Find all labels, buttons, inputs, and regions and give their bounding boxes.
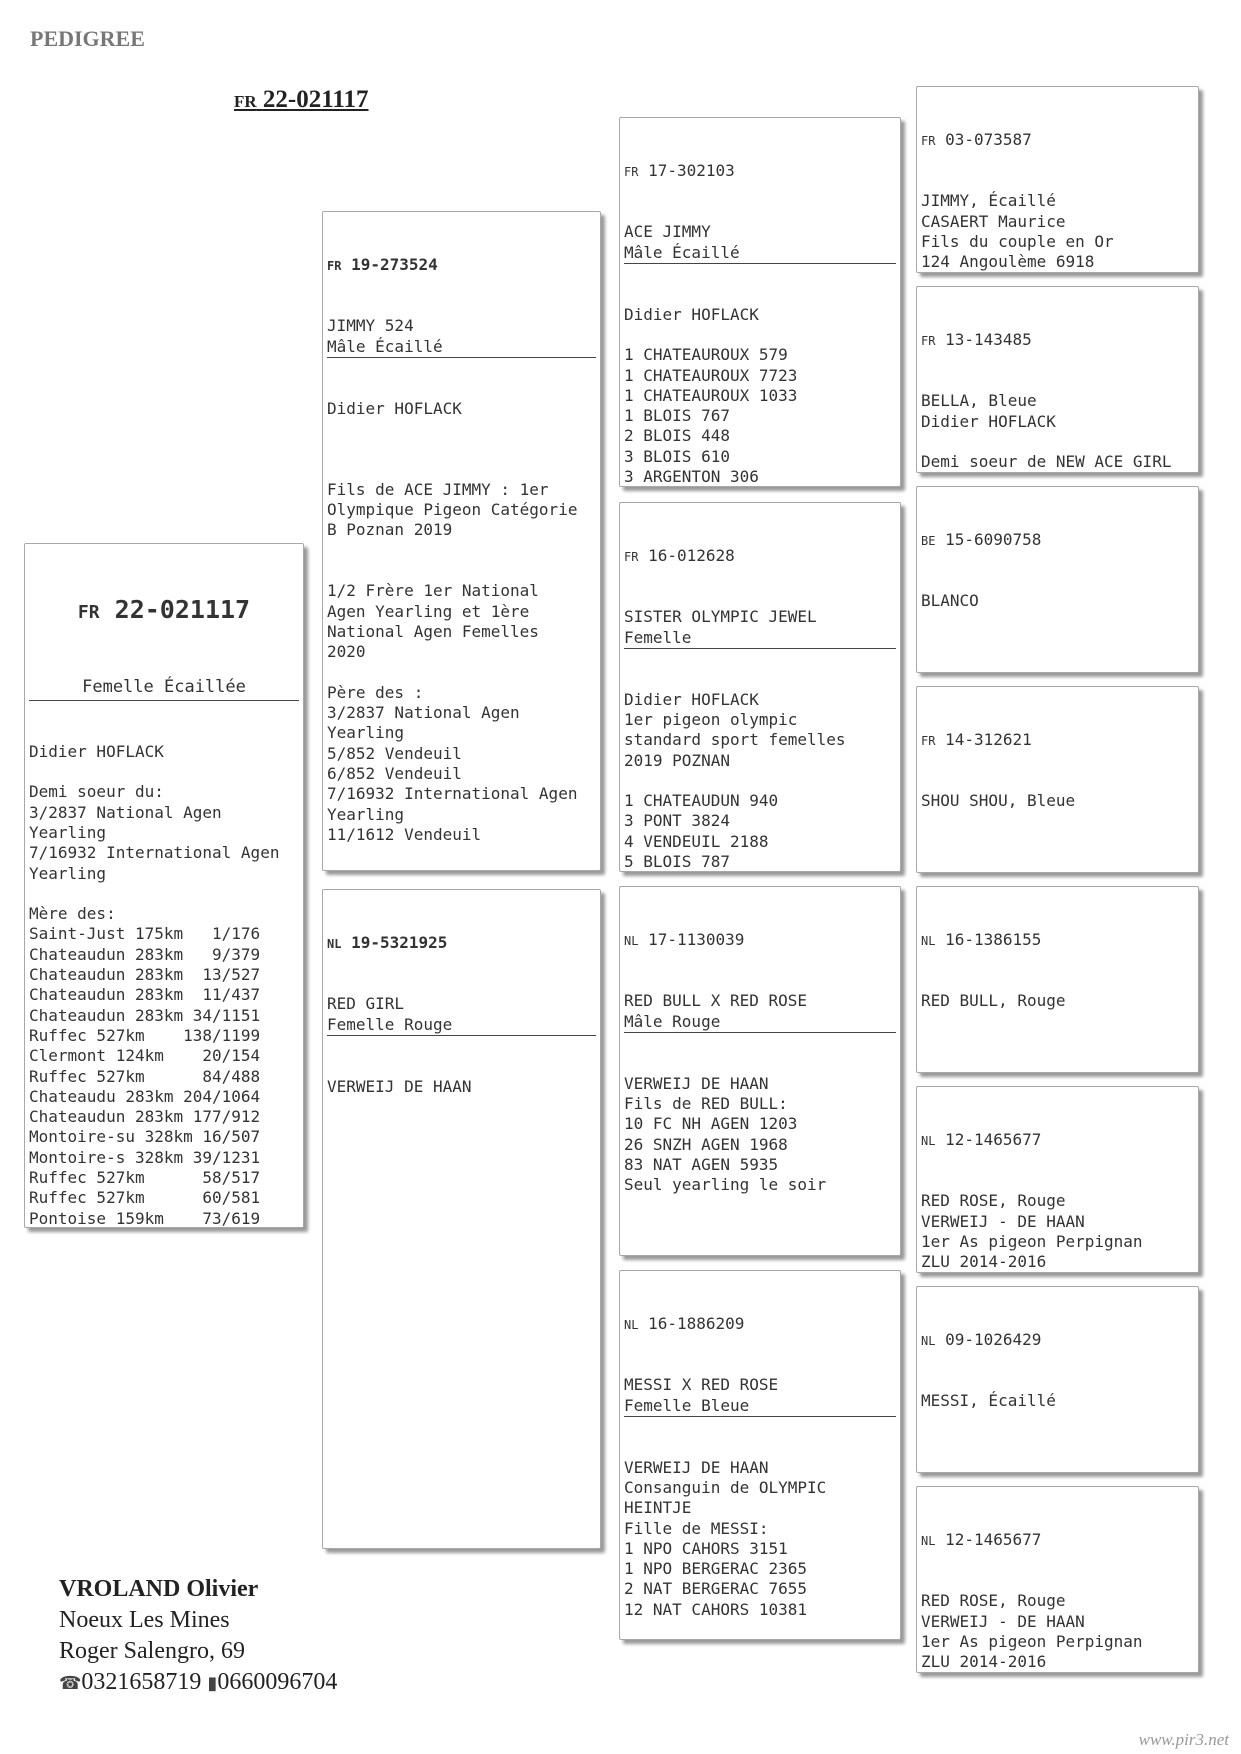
dam-sire-details: VERWEIJ DE HAAN Fils de RED BULL: 10 FC NH AGEN 1203 26 SNZH AGEN 1968 83 NAT AGEN 5935 Seul yearling le soir [624, 1073, 827, 1195]
subject-card [24, 543, 304, 1228]
sire-dam-details: Didier HOFLACK 1er pigeon olympic standard sport femelles 2019 POZNAN 1 CHATEAUDUN 940 3 PONT 3824 4 VENDEUIL 2188 5 BLOIS 787 [624, 689, 846, 872]
dam-sire-name: RED BULL X RED ROSE Mâle Rouge [624, 991, 896, 1033]
ggp-3-ring: BE 15-6090758 [921, 529, 1042, 549]
ggp-7-details: MESSI, Écaillé [921, 1391, 1056, 1411]
ggp-6-details: RED ROSE, Rouge VERWEIJ - DE HAAN 1er As pigeon Perpignan ZLU 2014-2016 [921, 1191, 1143, 1272]
subject-sex: Femelle Écaillée [29, 674, 299, 701]
ggp-2-details: BELLA, Bleue Didier HOFLACK Demi soeur de NEW ACE GIRL [921, 391, 1172, 472]
ggp-2-ring: FR 13-143485 [921, 329, 1032, 349]
ggp-3-details: BLANCO [921, 591, 979, 611]
owner-city: Noeux Les Mines [59, 1607, 230, 1633]
ggp-1-card [916, 86, 1199, 273]
dam-name: RED GIRL Femelle Rouge [327, 994, 596, 1036]
owner-name: VROLAND Olivier [59, 1576, 259, 1602]
dam-dam-ring: NL 16-1886209 [624, 1313, 745, 1333]
sire-sire-details: Didier HOFLACK 1 CHATEAUROUX 579 1 CHATEAUROUX 7723 1 CHATEAUROUX 1033 1 BLOIS 767 2 BLOIS 448 3 BLOIS 610 3 ARGENTON 306 [624, 304, 798, 487]
dam-sire-card [619, 886, 901, 1256]
sire-dam-name: SISTER OLYMPIC JEWEL Femelle [624, 607, 896, 649]
ggp-4-details: SHOU SHOU, Bleue [921, 791, 1076, 811]
ggp-5-ring: NL 16-1386155 [921, 929, 1042, 949]
ggp-6-card [916, 1086, 1199, 1273]
owner-phone: 0321658719 [81, 1669, 202, 1695]
owner-phones [59, 1667, 337, 1699]
sire-name: JIMMY 524 Mâle Écaillé [327, 316, 596, 358]
owner-mobile: 0660096704 [217, 1669, 338, 1695]
dam-dam-details: VERWEIJ DE HAAN Consanguin de OLYMPIC HEINTJE Fille de MESSI: 1 NPO CAHORS 3151 1 NPO BERGERAC 2365 2 NAT BERGERAC 7655 12 NAT CAHORS 10381 [624, 1457, 827, 1619]
ggp-5-card [916, 886, 1199, 1073]
ggp-4-card [916, 686, 1199, 873]
sire-sire-name: ACE JIMMY Mâle Écaillé [624, 222, 896, 264]
ggp-3-card [916, 486, 1199, 673]
owner-street: Roger Salengro, 69 [59, 1638, 245, 1664]
dam-details: VERWEIJ DE HAAN [327, 1076, 472, 1096]
ggp-7-ring: NL 09-1026429 [921, 1329, 1042, 1349]
sire-sire-ring: FR 17-302103 [624, 160, 735, 180]
owner-block [59, 1574, 337, 1699]
ggp-1-ring: FR 03-073587 [921, 129, 1032, 149]
ggp-7-card [916, 1286, 1199, 1473]
subject-details: Didier HOFLACK Demi soeur du: 3/2837 National Agen Yearling 7/16932 International Agen Yearling Mère des: Saint-Just 175km 1/176 Chateaudun 283km 9/379 Chateaudun 283km 13/527 Chateaudun 283km 11/437 Chateaudun 283km 34/1151 Ruffec 527km 138/1199 Clermont 124km 20/154 Ruffec 527km 84/488 Chateaudu 283km 204/1064 Chateaudun 283km 177/912 Montoire-su 328km 16/507 Montoire-s 328km 39/1231 Ruffec 527km 58/517 Ruffec 527km 60/581 Pontoise 159km 73/619 [29, 741, 280, 1228]
sire-dam-card [619, 502, 901, 872]
ggp-5-details: RED BULL, Rouge [921, 991, 1066, 1011]
phone-icon: ☎ [59, 1673, 82, 1693]
ggp-8-details: RED ROSE, Rouge VERWEIJ - DE HAAN 1er As pigeon Perpignan ZLU 2014-2016 [921, 1591, 1143, 1672]
page-title: PEDIGREE [30, 26, 145, 51]
sire-sire-card [619, 117, 901, 487]
sire-card [322, 211, 601, 871]
subject-ring: FR 22-021117 [77, 594, 251, 624]
mobile-icon: ▮ [207, 1673, 218, 1693]
footer-watermark: www.pir3.net [1138, 1730, 1229, 1749]
ggp-6-ring: NL 12-1465677 [921, 1129, 1042, 1149]
sire-ring: FR 19-273524 [327, 254, 438, 274]
ggp-8-ring: NL 12-1465677 [921, 1529, 1042, 1549]
dam-ring: NL 19-5321925 [327, 932, 448, 952]
top-ring-number: FR 22-021117 [234, 86, 369, 113]
ggp-8-card [916, 1486, 1199, 1673]
ggp-4-ring: FR 14-312621 [921, 729, 1032, 749]
dam-dam-card [619, 1270, 901, 1640]
sire-dam-ring: FR 16-012628 [624, 545, 735, 565]
ggp-2-card [916, 286, 1199, 473]
dam-dam-name: MESSI X RED ROSE Femelle Bleue [624, 1375, 896, 1417]
dam-card [322, 889, 601, 1549]
sire-details: Didier HOFLACK Fils de ACE JIMMY : 1er Olympique Pigeon Catégorie B Poznan 2019 1/2 Frère 1er National Agen Yearling et 1ère National Agen Femelles 2020 Père des : 3/2837 National Agen Yearling 5/852 Vendeuil 6/852 Vendeuil 7/16932 International Agen Yearling 11/1612 Vendeuil [327, 398, 578, 844]
dam-sire-ring: NL 17-1130039 [624, 929, 745, 949]
ggp-1-details: JIMMY, Écaillé CASAERT Maurice Fils du couple en Or 124 Angoulème 6918 [921, 191, 1114, 272]
